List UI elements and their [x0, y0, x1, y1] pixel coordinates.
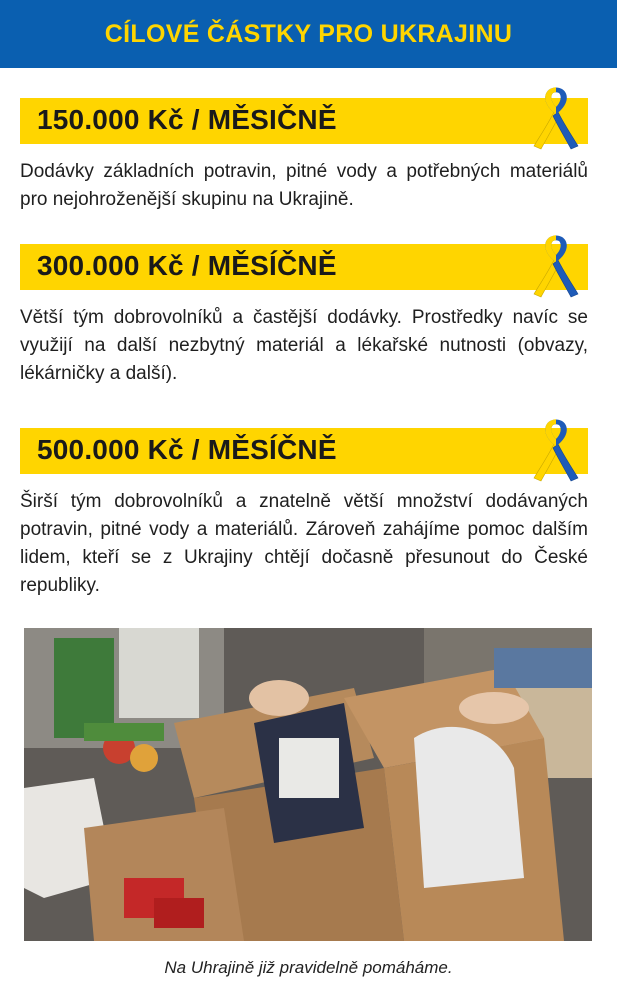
tier-1-heading-bar	[20, 98, 588, 144]
tier-1-amount: 150.000 Kč / MĚSIČNĚ	[37, 104, 337, 135]
ukraine-ribbon-icon	[530, 86, 582, 152]
tier-2-description: Větší tým dobrovolníků a častější dodávky. Prostředky navíc se využijí na další nezbytný materiál a lékařské nutnosti (obvazy, lékárničky a další).	[20, 307, 588, 384]
ukraine-ribbon-icon	[530, 234, 582, 300]
donation-photo	[24, 628, 592, 941]
tier-2-amount: 300.000 Kč / MĚSÍČNĚ	[37, 250, 337, 281]
tier-1-description: Dodávky základních potravin, pitné vody a potřebných materiálů pro nejohroženější skupinu na Ukrajině.	[20, 161, 588, 210]
page-title: CÍLOVÉ ČÁSTKY PRO UKRAJINU	[104, 19, 513, 48]
photo-caption: Na Uhrajině již pravidelně pomáháme.	[164, 958, 453, 977]
tier-3-amount: 500.000 Kč / MĚSÍČNĚ	[37, 434, 337, 465]
tier-3-heading-bar	[20, 428, 588, 474]
donation-boxes-illustration	[24, 628, 592, 941]
page-header	[0, 0, 617, 68]
tier-3-description: Širší tým dobrovolníků a znatelně větší množství dodávaných potravin, pitné vody a materiálů. Zároveň zahájíme pomoc dalším lidem, kteří se z Ukrajiny chtějí dočasně přesunout do České republiky.	[20, 491, 588, 596]
tier-2-heading-bar	[20, 244, 588, 290]
ukraine-ribbon-icon	[530, 418, 582, 484]
